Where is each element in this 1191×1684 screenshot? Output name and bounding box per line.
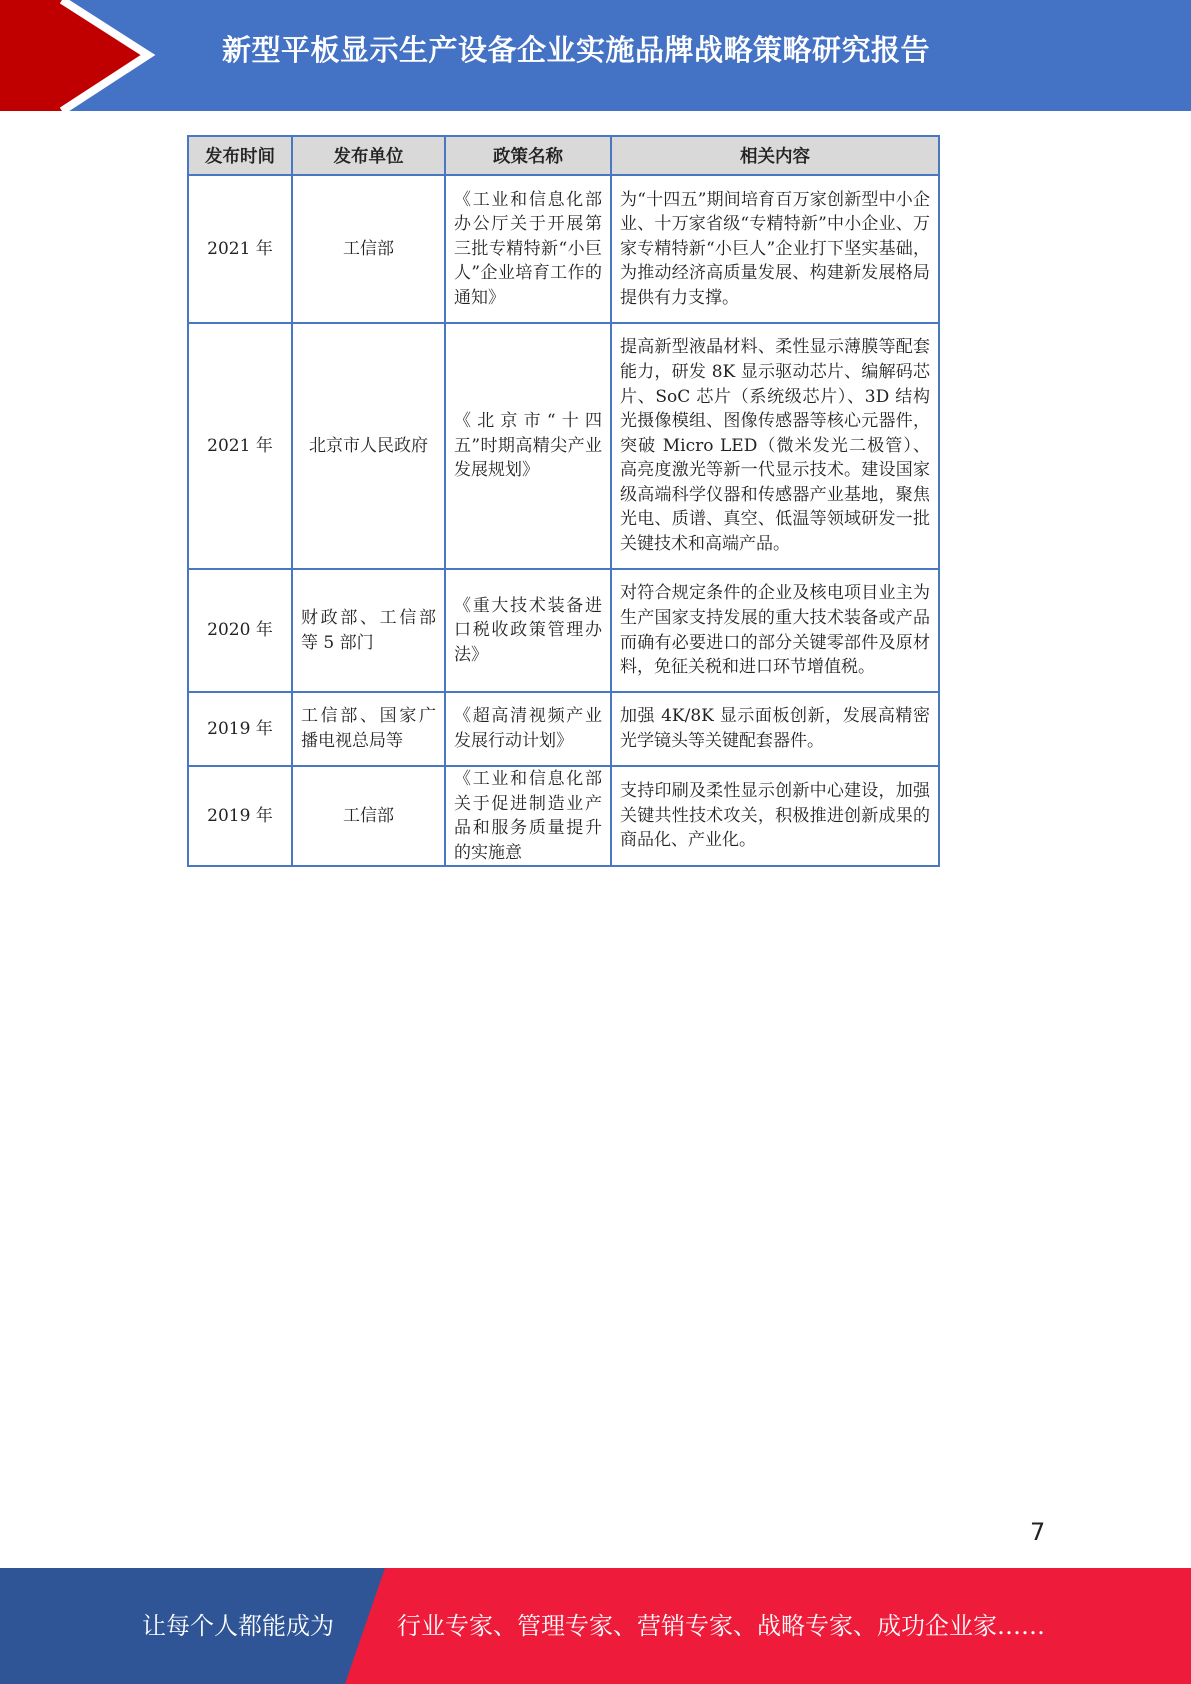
cell-policy-name: 《重大技术装备进口税收政策管理办法》 (445, 569, 611, 692)
cell-time: 2021 年 (188, 175, 292, 323)
cell-unit: 北京市人民政府 (292, 323, 445, 569)
page-number: 7 (1030, 1518, 1046, 1546)
cell-content: 加强 4K/8K 显示面板创新，发展高精密光学镜头等关键配套器件。 (611, 692, 939, 766)
footer-slogan-right: 行业专家、管理专家、营销专家、战略专家、成功企业家…… (397, 1612, 1045, 1640)
cell-content: 为“十四五”期间培育百万家创新型中小企业、十万家省级“专精特新”中小企业、万家专精特新“小巨人”企业打下坚实基础，为推动经济高质量发展、构建新发展格局提供有力支撑。 (611, 175, 939, 323)
cell-policy-name: 《工业和信息化部办公厅关于开展第三批专精特新“小巨人”企业培育工作的通知》 (445, 175, 611, 323)
table-header-row (188, 136, 939, 175)
cell-unit: 财政部、工信部等 5 部门 (292, 569, 445, 692)
table-row (188, 692, 939, 766)
cell-unit: 工信部 (292, 175, 445, 323)
page-footer (0, 1568, 1191, 1684)
cell-content: 对符合规定条件的企业及核电项目业主为生产国家支持发展的重大技术装备或产品而确有必要进口的部分关键零部件及原材料，免征关税和进口环节增值税。 (611, 569, 939, 692)
column-header-unit: 发布单位 (292, 136, 445, 175)
cell-content: 支持印刷及柔性显示创新中心建设，加强关键共性技术攻关，积极推进创新成果的商品化、产业化。 (611, 766, 939, 866)
cell-unit: 工信部、国家广播电视总局等 (292, 692, 445, 766)
table-row (188, 175, 939, 323)
table-row (188, 323, 939, 569)
header-title: 新型平板显示生产设备企业实施品牌战略策略研究报告 (222, 33, 931, 67)
table-row (188, 766, 939, 866)
cell-content: 提高新型液晶材料、柔性显示薄膜等配套能力，研发 8K 显示驱动芯片、编解码芯片、SoC 芯片（系统级芯片）、3D 结构光摄像模组、图像传感器等核心元器件，突破 Micro LED（微米发光二极管）、高亮度激光等新一代显示技术。建设国家级高端科学仪器和传感器产业基地，聚焦光电、质谱、真空、低温等领域研发一批关键技术和高端产品。 (611, 323, 939, 569)
column-header-content: 相关内容 (611, 136, 939, 175)
page-header (0, 0, 1191, 111)
cell-policy-name (445, 766, 611, 866)
policy-table (187, 135, 940, 867)
table-row (188, 569, 939, 692)
cell-policy-name: 《北京市“十四五”时期高精尖产业发展规划》 (445, 323, 611, 569)
cell-policy-name: 《超高清视频产业发展行动计划》 (445, 692, 611, 766)
column-header-name: 政策名称 (445, 136, 611, 175)
cell-time: 2021 年 (188, 323, 292, 569)
cell-time: 2019 年 (188, 766, 292, 866)
footer-slogan-left: 让每个人都能成为 (142, 1612, 334, 1640)
cell-policy-name-text: 《工业和信息化部关于促进制造业产品和服务质量提升的实施意 (454, 769, 602, 863)
cell-unit: 工信部 (292, 766, 445, 866)
column-header-time: 发布时间 (188, 136, 292, 175)
policy-table-container (187, 135, 938, 867)
cell-time: 2020 年 (188, 569, 292, 692)
cell-time: 2019 年 (188, 692, 292, 766)
